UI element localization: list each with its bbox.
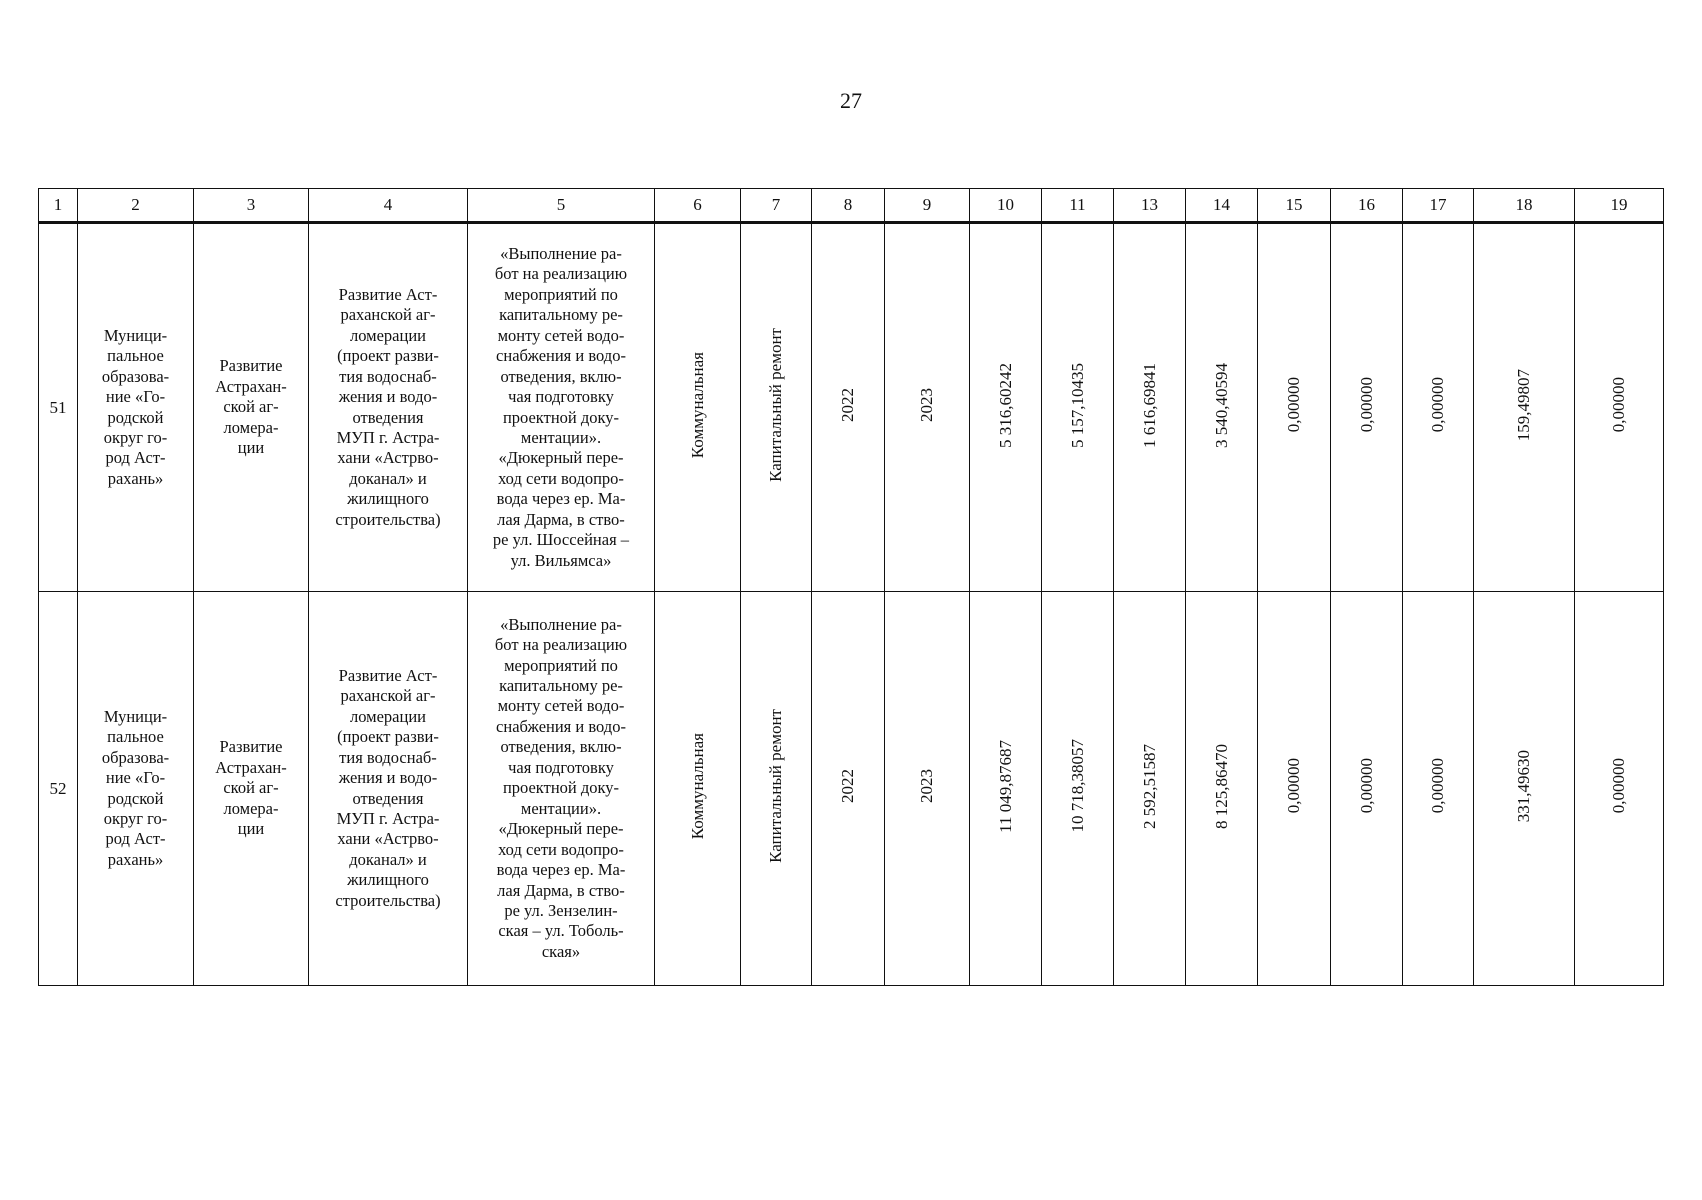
header-cell: 3: [194, 189, 309, 223]
value-cell-10: [970, 592, 1042, 986]
value-cell-13: [1114, 592, 1186, 986]
value-text: 2 592,51587: [1139, 743, 1159, 829]
type-cell: [655, 223, 741, 592]
project-cell: [309, 223, 468, 592]
row-number-text: 52: [49, 778, 67, 798]
value-cell-14: [1186, 223, 1258, 592]
value-cell-15: [1258, 592, 1331, 986]
row-number: [39, 223, 78, 592]
value-text: 5 316,60242: [995, 362, 1015, 448]
table-row: [39, 592, 1664, 986]
project-cell: [309, 592, 468, 986]
value-cell-11: [1042, 592, 1114, 986]
municipality-cell: [78, 592, 194, 986]
value-text: 331,49630: [1514, 749, 1533, 823]
header-cell: 2: [78, 189, 194, 223]
object-text: «Выполнение ра- бот на реализацию мероприятий по капитальному ре- монту сетей водо- снабжения и водо- отведения, вклю- чая подготовку проектной доку- ментации». «Дюкерный пере- ход сети водопро- вода через ер. Ма- лая Дарма, в ство- ре ул. Зензелин- ская – ул. Тоболь- ская»: [494, 614, 628, 961]
work-text: Капитальный ремонт: [766, 709, 785, 863]
header-cell: 19: [1575, 189, 1664, 223]
program-text: Развитие Астрахан- ской аг- ломера- ции: [215, 737, 287, 839]
year-end-cell: [885, 592, 970, 986]
program-cell: [194, 223, 309, 592]
value-text: 0,00000: [1284, 758, 1303, 814]
header-cell: 8: [812, 189, 885, 223]
value-cell-18: [1474, 592, 1575, 986]
municipality-cell: [78, 223, 194, 592]
object-cell: [468, 592, 655, 986]
header-cell: 17: [1403, 189, 1474, 223]
header-cell: 14: [1186, 189, 1258, 223]
header-cell: 16: [1331, 189, 1403, 223]
header-cell: 15: [1258, 189, 1331, 223]
value-text: 0,00000: [1356, 377, 1376, 433]
type-text: Коммунальная: [687, 351, 707, 459]
header-cell: 4: [309, 189, 468, 223]
header-cell: 18: [1474, 189, 1575, 223]
header-cell: 6: [655, 189, 741, 223]
value-text: 0,00000: [1609, 758, 1628, 814]
value-text: 0,00000: [1609, 377, 1628, 433]
year-end-cell: [885, 223, 970, 592]
value-text: 159,49807: [1514, 368, 1533, 442]
value-text: 5 157,10435: [1067, 362, 1087, 448]
header-cell: 10: [970, 189, 1042, 223]
value-cell-18: [1474, 223, 1575, 592]
year-start-text: 2022: [838, 769, 857, 803]
investment-table: [38, 188, 1664, 986]
header-cell: 9: [885, 189, 970, 223]
project-text: Развитие Аст- раханской аг- ломерации (проект разви- тия водоснаб- жения и водо- отведения МУП г. Астра- хани «Астрво- доканал» и жилищного строительства): [335, 665, 441, 910]
object-text: «Выполнение ра- бот на реализацию мероприятий по капитальному ре- монту сетей водо- снабжения и водо- отведения, вклю- чая подготовку проектной доку- ментации». «Дюкерный пере- ход сети водопро- вода через ер. Ма- лая Дарма, в ство- ре ул. Шоссейная – ул. Вильямса»: [492, 243, 630, 570]
value-text: 8 125,86470: [1211, 743, 1231, 829]
header-cell: 7: [741, 189, 812, 223]
value-cell-19: [1575, 592, 1664, 986]
value-text: 0,00000: [1356, 758, 1376, 814]
value-text: 0,00000: [1428, 377, 1447, 433]
value-cell-10: [970, 223, 1042, 592]
program-text: Развитие Астрахан- ской аг- ломера- ции: [215, 356, 287, 458]
value-cell-17: [1403, 223, 1474, 592]
header-cell: 13: [1114, 189, 1186, 223]
value-cell-15: [1258, 223, 1331, 592]
value-cell-16: [1331, 592, 1403, 986]
value-text: 0,00000: [1284, 377, 1303, 433]
value-text: 11 049,87687: [995, 739, 1015, 833]
value-cell-17: [1403, 592, 1474, 986]
object-cell: [468, 223, 655, 592]
type-cell: [655, 592, 741, 986]
value-text: 10 718,38057: [1067, 739, 1087, 833]
year-start-text: 2022: [838, 388, 857, 422]
year-end-text: 2023: [917, 388, 936, 422]
value-cell-14: [1186, 592, 1258, 986]
value-text: 1 616,69841: [1139, 362, 1159, 448]
program-cell: [194, 592, 309, 986]
header-cell: 1: [39, 189, 78, 223]
year-start-cell: [812, 223, 885, 592]
year-end-text: 2023: [917, 769, 936, 803]
year-start-cell: [812, 592, 885, 986]
value-cell-13: [1114, 223, 1186, 592]
value-cell-11: [1042, 223, 1114, 592]
value-text: 3 540,40594: [1211, 362, 1231, 448]
type-text: Коммунальная: [687, 732, 707, 840]
row-number: [39, 592, 78, 986]
value-text: 0,00000: [1428, 758, 1447, 814]
row-number-text: 51: [49, 397, 67, 417]
work-cell: [741, 592, 812, 986]
work-text: Капитальный ремонт: [766, 328, 785, 482]
header-cell: 11: [1042, 189, 1114, 223]
project-text: Развитие Аст- раханской аг- ломерации (проект разви- тия водоснаб- жения и водо- отведения МУП г. Астра- хани «Астрво- доканал» и жилищного строительства): [335, 284, 441, 529]
table-row: [39, 223, 1664, 592]
value-cell-16: [1331, 223, 1403, 592]
work-cell: [741, 223, 812, 592]
header-cell: 5: [468, 189, 655, 223]
header-row: [39, 189, 1664, 223]
municipality-text: Муници- пальное образова- ние «Го- родской округ го- род Аст- рахань»: [101, 706, 170, 869]
page-number: 27: [840, 88, 862, 113]
value-cell-19: [1575, 223, 1664, 592]
municipality-text: Муници- пальное образова- ние «Го- родской округ го- род Аст- рахань»: [101, 325, 170, 488]
